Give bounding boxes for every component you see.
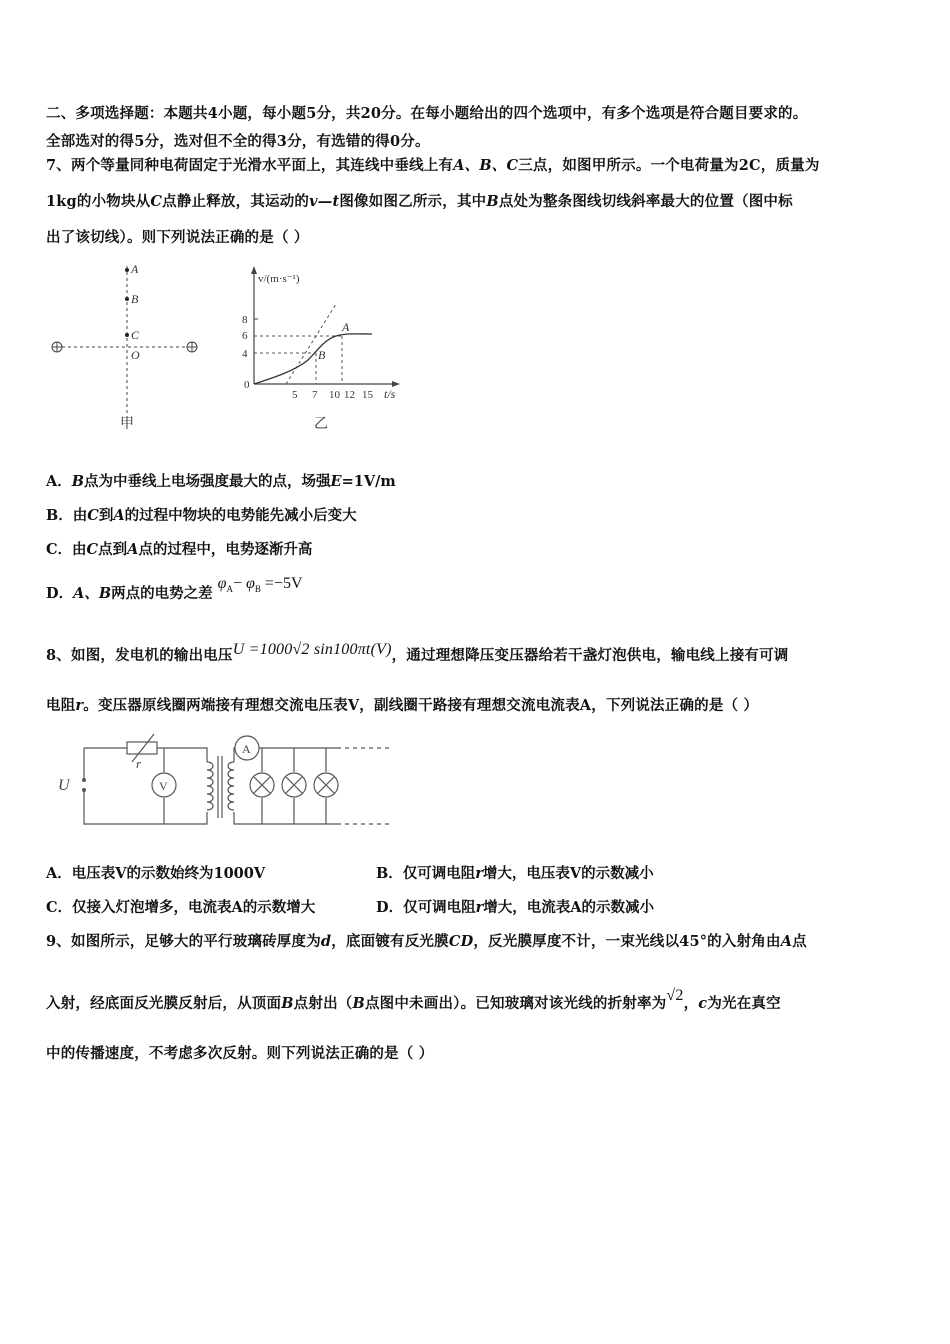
q8-circuit-diagram (52, 728, 402, 838)
phi-b: φ (246, 575, 255, 592)
circuit-label-V: V (159, 779, 168, 793)
q7-line2-e: 点处为整条图线切线斜率最大的位置（图中标 (498, 193, 793, 210)
jia-label-B: B (131, 292, 139, 306)
q7-line2-a: 1kg的小物块从 (46, 193, 151, 210)
q7-line2-B: B (486, 193, 499, 210)
source-terminal-bottom (82, 788, 86, 792)
q9-line2-a: 入射，经底面反光膜反射后，从顶面 (46, 995, 282, 1012)
q7-line1-b: 三点，如图甲所示。一个电荷量为2C，质量为 (518, 157, 820, 174)
q8-option-b-prefix: B．仅可调电阻 (376, 865, 476, 882)
yi-xtick-12: 12 (344, 389, 355, 401)
yi-caption: 乙 (314, 417, 328, 432)
q7-option-d-AB: A、B (73, 585, 112, 602)
q7-option-b-text: 的过程中物块的电势能先减小后变大 (124, 507, 357, 524)
q8-option-b[interactable] (376, 862, 654, 883)
q9-B: B (281, 995, 294, 1012)
q7-option-a[interactable] (46, 470, 396, 491)
yi-xtick-15: 15 (362, 389, 373, 401)
minus-sign: − (233, 575, 243, 592)
yi-ytick-8: 8 (242, 314, 248, 326)
q9-sqrt2: √2 (666, 987, 684, 1004)
jia-label-O: O (131, 348, 140, 362)
q9-line1-b: ，底面镀有反光膜 (331, 933, 449, 950)
q7-option-c-mid: 点到 (98, 541, 128, 558)
source-terminal-top (82, 778, 86, 782)
q7-option-d-formula (217, 575, 303, 595)
q9-line1-e: 点 (792, 933, 807, 950)
phi-a-sub: A (226, 584, 234, 595)
jia-point-C (125, 333, 129, 337)
q8-line2 (46, 694, 758, 715)
q8-option-a[interactable]: A．电压表V的示数始终为1000V (46, 865, 266, 882)
jia-caption: 甲 (120, 417, 134, 432)
q7-points: A、B、C (453, 157, 519, 174)
circuit-label-U: U (58, 777, 70, 794)
q7-option-a-text: 点为中垂线上电场强度最大的点，场强 (84, 473, 331, 490)
q8-option-d-text: 增大，电流表A的示数减小 (483, 899, 654, 916)
q7-figure-jia (40, 258, 210, 438)
yi-ytick-6: 6 (242, 330, 248, 342)
q9-line2-c: 点图中未画出）。已知玻璃对该光线的折射率为 (364, 995, 667, 1012)
q7-option-d-prefix: D． (46, 585, 74, 602)
q9-line2-d: ， (683, 995, 699, 1012)
section-header-line2: 全部选对的得5分，选对但不全的得3分，有选错的得0分。 (46, 133, 430, 150)
q7-option-c-prefix: C．由 (46, 541, 87, 558)
q7-option-c-A: A (127, 541, 139, 558)
q7-line2-d: 图像如图乙所示，其中 (339, 193, 487, 210)
q7-line2-c: C (150, 193, 163, 210)
q9-line2 (46, 987, 781, 1013)
yi-xtick-5: 5 (292, 389, 298, 401)
q9-line2-e: 为光在真空 (707, 995, 781, 1012)
jia-label-A: A (131, 262, 139, 276)
q8-option-d-prefix: D．仅可调电阻 (376, 899, 476, 916)
phi-a: φ (217, 575, 227, 592)
q8-line1-b: ，通过理想降压变压器给若干盏灯泡供电，输电线上接有可调 (391, 647, 789, 664)
q8-option-d-r: r (475, 899, 484, 916)
phi-b-sub: B (254, 584, 261, 595)
q9-line2-b: 点射出（ (293, 995, 353, 1012)
section-header-line1: 二、多项选择题：本题共4小题，每小题5分，共20分。在每小题给出的四个选项中，有多个选项是符合题目要求的。 (46, 105, 808, 122)
q7-line1-a: 7、两个等量同种电荷固定于光滑水平面上，其连线中垂线上有 (46, 157, 454, 174)
q7-option-c-C: C (86, 541, 99, 558)
q7-option-b-A: A (113, 507, 125, 524)
q7-vt: v—t (309, 193, 340, 210)
q9-A: A (780, 933, 793, 950)
q7-line2 (46, 190, 793, 211)
variable-resistor (127, 742, 157, 754)
jia-label-C: C (131, 328, 140, 342)
q8-line2-b: 。变压器原线圈两端接有理想交流电压表V，副线圈干路接有理想交流电流表A，下列说法正确的是（ ） (83, 697, 759, 714)
q7-option-a-prefix: A． (46, 473, 72, 490)
q7-line2-b: 点静止释放，其运动的 (162, 193, 310, 210)
q7-option-c[interactable] (46, 538, 312, 559)
q7-option-c-text: 点的过程中，电势逐渐升高 (138, 541, 313, 558)
q7-option-a-value: =1V/m (341, 473, 396, 490)
q8-line1 (46, 641, 789, 665)
q7-option-b-C: C (87, 507, 99, 524)
yi-xtick-10: 10 (329, 389, 340, 401)
yi-point-B: B (318, 348, 326, 362)
q7-figure-yi (236, 262, 416, 438)
q7-line1 (46, 154, 820, 175)
jia-point-B (125, 297, 129, 301)
q8-line2-r: r (75, 697, 84, 714)
q9-CD: CD (448, 933, 474, 950)
q8-option-b-text: 增大，电压表V的示数减小 (482, 865, 654, 882)
q8-line1-a: 8、如图，发电机的输出电压 (46, 647, 233, 664)
yi-ytick-4: 4 (242, 348, 248, 360)
q9-line1-c: ，反光膜厚度不计，一束光线以45°的入射角由 (473, 933, 781, 950)
q9-line1-a: 9、如图所示，足够大的平行玻璃砖厚度为 (46, 933, 321, 950)
q8-line2-a: 电阻 (46, 697, 76, 714)
q9-d: d (320, 933, 332, 950)
yi-xtick-7: 7 (312, 389, 318, 401)
yi-ytick-0: 0 (244, 379, 250, 391)
yi-ylabel: v/(m·s⁻¹) (258, 273, 300, 285)
q8-voltage-formula: U =1000√2 sin100πt(V) (232, 641, 392, 658)
q8-option-d[interactable] (376, 896, 654, 917)
jia-point-A (125, 268, 129, 272)
yi-xlabel: t/s (384, 387, 396, 401)
q9-line1 (46, 930, 807, 951)
q9-c: c (698, 995, 708, 1012)
phi-diff-value: =−5V (264, 575, 303, 592)
q8-option-c[interactable]: C．仅接入灯泡增多，电流表A的示数增大 (46, 899, 316, 916)
q7-option-b-mid: 到 (98, 507, 114, 524)
q7-option-a-B: B (71, 473, 85, 490)
yi-point-A: A (342, 320, 350, 334)
circuit-label-r: r (136, 756, 142, 771)
q7-line3: 出了该切线）。则下列说法正确的是（ ） (46, 229, 309, 246)
q7-option-d[interactable] (46, 575, 303, 604)
circuit-label-A: A (242, 742, 251, 756)
q9-B2: B (352, 995, 365, 1012)
q7-option-d-text: 两点的电势之差 (111, 585, 213, 602)
q9-line3: 中的传播速度，不考虑多次反射。则下列说法正确的是（ ） (46, 1045, 434, 1062)
q7-option-a-E: E (330, 473, 342, 490)
q7-option-b[interactable] (46, 504, 357, 525)
q8-option-b-r: r (475, 865, 483, 882)
q7-option-b-prefix: B．由 (46, 507, 88, 524)
yi-tangent (286, 304, 336, 384)
